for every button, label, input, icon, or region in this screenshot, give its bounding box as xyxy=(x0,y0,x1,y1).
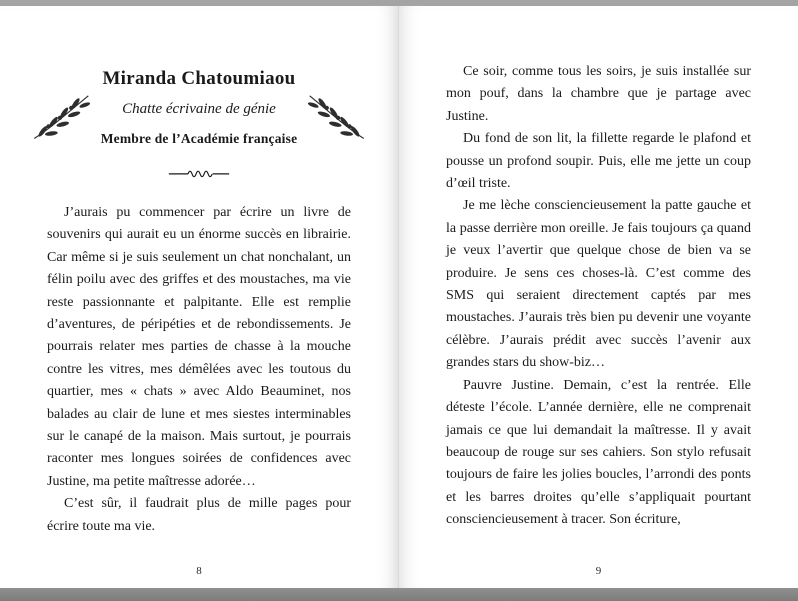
paragraph: C’est sûr, il faudrait plus de mille pages pour écrire toute ma vie. xyxy=(47,496,351,534)
author-subtitle: Chatte écrivaine de génie xyxy=(122,101,276,117)
right-page xyxy=(399,6,798,588)
page-number-left: 8 xyxy=(196,565,202,577)
author-membership: Membre de l’Académie française xyxy=(100,131,298,146)
olive-branch-left-icon xyxy=(30,80,94,150)
author-title: Miranda Chatoumiaou xyxy=(102,68,296,89)
page-number-right: 9 xyxy=(595,565,602,577)
paragraph: Du fond de son lit, la fillette regarde le plafond et pousse un profond soupir. Puis, elle me jette un coup d’œil triste. xyxy=(446,131,751,192)
left-page xyxy=(0,6,399,588)
paragraph: J’aurais pu commencer par écrire un livre de souvenirs qui aurait eu un énorme succès en librairie. Car même si je suis seulement un chat nonchalant, un félin poilu avec des griffes et des moustaches, ma vie reste passionnante et palpitante. Elle est remplie d’aventures, de péripéties et de rebondissements. Je pourrais relater mes parties de chasse à la mouche contre les vitres, mes démêlées avec les toutous du quartier, mes « chats » avec Aldo Beauminet, nos balades au clair de lune et mes siestes interminables sur le canapé de la maison. Mais surtout, je pourrais raconter mes longues soirées de confidences avec Justine, ma petite maîtresse adorée… xyxy=(47,205,351,489)
left-page-body xyxy=(0,202,398,538)
paragraph: Pauvre Justine. Demain, c’est la rentrée. Elle déteste l’école. L’année dernière, elle ne comprenait jamais ce que lui demandait la maîtresse. Il y avait beaucoup de rouge sur ses cahiers. Son stylo refusait toujours de faire les jolies boucles, l’arrondi des ponts et les barres droites qu’elle s’appliquait pourtant consciencieusement à tracer. Son écriture, xyxy=(446,377,751,528)
right-page-body xyxy=(399,6,798,532)
chapter-header xyxy=(0,6,398,182)
paragraph: Je me lèche consciencieusement la patte gauche et la passe derrière mon oreille. Je fais toujours ça quand je veux l’avertir que quelque chose de bien va se produire. Je sens ces choses-là. C’est comme des SMS qui seraient directement captés par mes moustaches. J’aurais très bien pu devenir une voyante célèbre. J’aurais prédit avec succès l’avenir aux grandes stars du show-biz… xyxy=(446,198,751,371)
olive-branch-right-icon xyxy=(304,80,368,150)
book-spread xyxy=(0,6,798,588)
divider-ornament-icon xyxy=(0,166,398,182)
paragraph: Ce soir, comme tous les soirs, je suis installée sur mon pouf, dans la chambre que je partage avec Justine. xyxy=(446,64,751,124)
book-bottom-edge xyxy=(0,588,798,601)
